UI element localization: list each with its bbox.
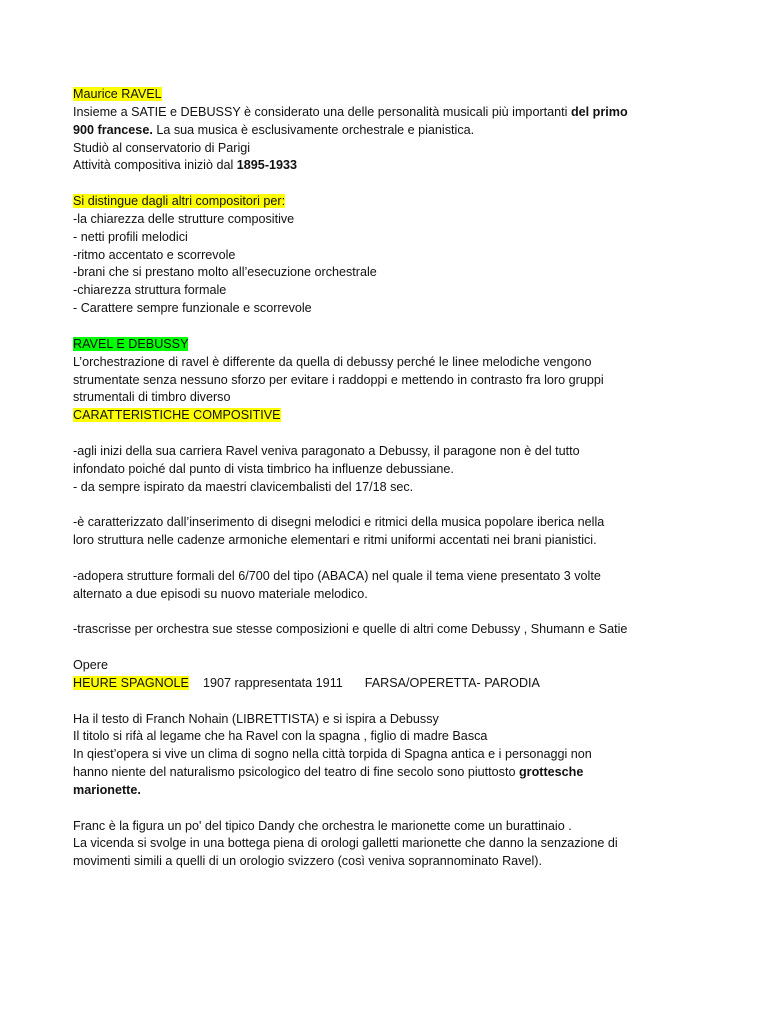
works-label: Opere [73, 658, 109, 672]
intro-line-3: Studiò al conservatorio di Parigi [73, 140, 251, 155]
intro-line-2 [73, 122, 753, 140]
spacer [73, 425, 753, 443]
distinctions-heading-line [73, 193, 753, 211]
intro-text: Attività compositiva iniziò dal [73, 158, 237, 173]
works-line: Franc è la figura un po' del tipico Dandy che orchestra le marionette come un burattinaio . [73, 818, 572, 833]
distinctions-item: - netti profili melodici [73, 229, 188, 244]
works-dates: 1907 rappresentata 1911 [202, 675, 343, 690]
works-line: La vicenda si svolge in una bottega piena di orologi galletti marionette che danno la senzazione di [73, 836, 618, 851]
ravel-debussy-heading-line [73, 336, 753, 354]
intro-text: La sua musica è esclusivamente orchestrale e pianistica. [152, 122, 475, 137]
characteristics-line: - da sempre ispirato da maestri clavicembalisti del 17/18 sec. [73, 479, 414, 494]
distinctions-item: -brani che si prestano molto all’esecuzione orchestrale [73, 265, 377, 280]
characteristics-line: infondato poiché dal punto di vista timbrico ha influenze debussiane. [73, 461, 454, 476]
works-genre: FARSA/OPERETTA- PARODIA [364, 675, 540, 690]
spacer [73, 318, 753, 336]
characteristics-line: -trascrisse per orchestra sue stesse composizioni e quelle di altri come Debussy , Shumann e Satie [73, 622, 628, 637]
works-line [73, 782, 753, 800]
spacer [73, 496, 753, 514]
spacer [73, 603, 753, 621]
intro-heading-line [73, 86, 753, 104]
spacer [73, 693, 753, 711]
intro-bold: del primo [570, 104, 628, 119]
distinctions-item: -chiarezza struttura formale [73, 283, 227, 298]
characteristics-line: -agli inizi della sua carriera Ravel veniva paragonato a Debussy, il paragone non è del tutto [73, 443, 580, 458]
works-line: movimenti simili a quelli di un orologio svizzero (così veniva soprannominato Ravel). [73, 854, 542, 869]
spacer [73, 800, 753, 818]
works-title: HEURE SPAGNOLE [73, 675, 189, 690]
intro-line-1 [73, 104, 753, 122]
characteristics-line: loro struttura nelle cadenze armoniche elementari e ritmi uniformi accentati nei brani pianistici. [73, 533, 597, 548]
works-line: Il titolo si rifà al legame che ha Ravel con la spagna , figlio di madre Basca [73, 729, 488, 744]
document-page [73, 86, 753, 871]
distinctions-heading: Si distingue dagli altri compositori per: [73, 194, 286, 209]
works-bold: grottesche [518, 765, 584, 780]
ravel-debussy-line: strumentali di timbro diverso [73, 390, 231, 405]
spacer [73, 175, 753, 193]
intro-text: Insieme a SATIE e DEBUSSY è considerato una delle personalità musicali più importanti [73, 104, 571, 119]
intro-line-4 [73, 157, 753, 175]
spacer [73, 550, 753, 568]
intro-bold: 1895-1933 [236, 158, 298, 173]
ravel-debussy-heading: RAVEL E DEBUSSY [73, 336, 189, 351]
intro-heading: Maurice RAVEL [73, 87, 162, 101]
distinctions-item: - Carattere sempre funzionale e scorrevole [73, 301, 312, 316]
characteristics-line: -adopera strutture formali del 6/700 del tipo (ABACA) nel quale il tema viene presentato 3 volte [73, 568, 601, 583]
works-bold: marionette. [73, 782, 141, 797]
works-line: Ha il testo di Franch Nohain (LIBRETTISTA) e si ispira a Debussy [73, 711, 439, 726]
characteristics-line: alternato a due episodi su nuovo materiale melodico. [73, 586, 368, 601]
distinctions-item: -ritmo accentato e scorrevole [73, 247, 236, 262]
characteristics-heading: CARATTERISTICHE COMPOSITIVE [73, 408, 281, 423]
characteristics-heading-line [73, 407, 753, 425]
spacer [73, 639, 753, 657]
intro-bold: 900 francese. [73, 122, 153, 137]
works-text: hanno niente del naturalismo psicologico del teatro di fine secolo sono piuttosto [73, 765, 519, 780]
works-line [73, 764, 753, 782]
ravel-debussy-line: strumentate senza nessuno sforzo per evitare i raddoppi e mettendo in contrasto fra loro gruppi [73, 372, 604, 387]
ravel-debussy-line: L’orchestrazione di ravel è differente da quella di debussy perché le linee melodiche vengono [73, 354, 592, 369]
characteristics-line: -è caratterizzato dall’inserimento di disegni melodici e ritmici della musica popolare iberica nella [73, 515, 605, 530]
works-line: In qiest’opera si vive un clima di sogno nella città torpida di Spagna antica e i personaggi non [73, 747, 592, 762]
distinctions-item: -la chiarezza delle strutture compositive [73, 211, 295, 226]
works-title-line [73, 675, 753, 693]
